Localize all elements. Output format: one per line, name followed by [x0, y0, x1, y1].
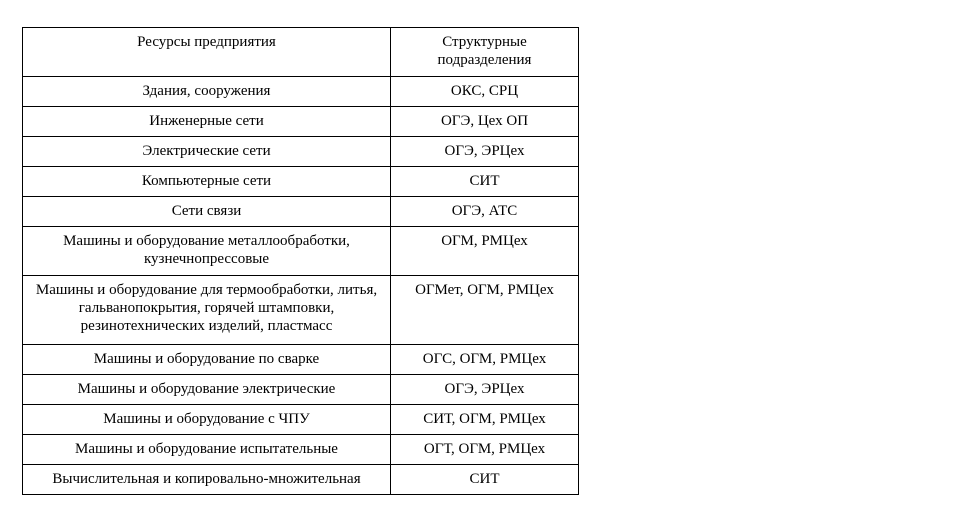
table-row — [23, 137, 579, 167]
cell-units: ОГС, ОГМ, РМЦех — [391, 345, 579, 375]
table-row — [23, 227, 579, 276]
cell-resource: Машины и оборудование металлообработки, кузнечнопрессовые — [23, 227, 391, 276]
cell-units: ОГЭ, ЭРЦех — [391, 375, 579, 405]
table-row — [23, 405, 579, 435]
table-row — [23, 276, 579, 345]
cell-units: ОГМет, ОГМ, РМЦех — [391, 276, 579, 345]
cell-units: СИТ — [391, 167, 579, 197]
cell-units: ОГЭ, Цех ОП — [391, 107, 579, 137]
cell-units: ОГМ, РМЦех — [391, 227, 579, 276]
cell-resource: Компьютерные сети — [23, 167, 391, 197]
table-header-row — [23, 28, 579, 77]
cell-units: СИТ — [391, 465, 579, 495]
table-row — [23, 375, 579, 405]
table-row — [23, 77, 579, 107]
cell-resource: Вычислительная и копировально-множительная — [23, 465, 391, 495]
cell-resource: Машины и оборудование для термообработки, литья, гальванопокрытия, горячей штамповки, резинотехнических изделий, пластмасс — [23, 276, 391, 345]
table-row — [23, 345, 579, 375]
cell-resource: Инженерные сети — [23, 107, 391, 137]
cell-units: ОКС, СРЦ — [391, 77, 579, 107]
cell-resource: Машины и оборудование с ЧПУ — [23, 405, 391, 435]
cell-units: ОГЭ, АТС — [391, 197, 579, 227]
cell-resource: Машины и оборудование испытательные — [23, 435, 391, 465]
table-row — [23, 107, 579, 137]
cell-resource: Сети связи — [23, 197, 391, 227]
table-row — [23, 435, 579, 465]
resources-table — [22, 27, 579, 495]
header-units: Структурные подразделения — [391, 28, 579, 77]
header-resources: Ресурсы предприятия — [23, 28, 391, 77]
cell-resource: Машины и оборудование по сварке — [23, 345, 391, 375]
cell-resource: Здания, сооружения — [23, 77, 391, 107]
table-row — [23, 197, 579, 227]
table-row — [23, 465, 579, 495]
cell-units: ОГЭ, ЭРЦех — [391, 137, 579, 167]
cell-units: ОГТ, ОГМ, РМЦех — [391, 435, 579, 465]
cell-resource: Электрические сети — [23, 137, 391, 167]
cell-units: СИТ, ОГМ, РМЦех — [391, 405, 579, 435]
table-row — [23, 167, 579, 197]
cell-resource: Машины и оборудование электрические — [23, 375, 391, 405]
